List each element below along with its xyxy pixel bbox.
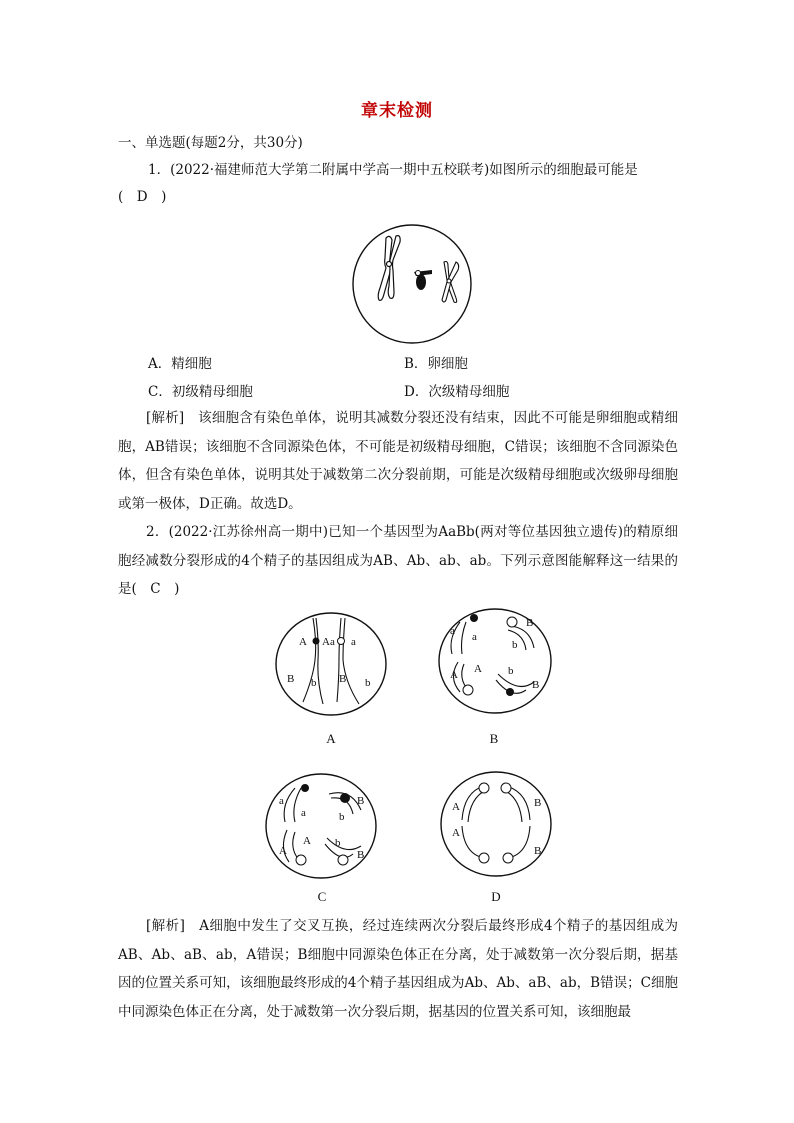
q1-option-c: C．初级精母细胞	[148, 384, 253, 400]
chromosome-large	[378, 236, 400, 301]
gene-label: B	[287, 673, 295, 685]
q1-answer: ( D )	[118, 189, 167, 205]
gene-label: a	[472, 631, 477, 643]
gene-label: A	[303, 835, 311, 847]
gene-label: B	[357, 795, 365, 807]
q2-figure-a	[275, 612, 387, 716]
gene-label: A	[299, 636, 307, 648]
gene-label: B	[532, 679, 540, 691]
gene-label: b	[365, 677, 371, 689]
gene-label: a	[450, 625, 455, 637]
figure-label-b: B	[489, 731, 499, 746]
page-title: 章末检测	[361, 101, 433, 121]
q1-analysis-text: 该细胞含有染色单体，说明其减数分裂还没有结束，因此不可能是卵细胞或精细胞，AB错误；该细胞不含同源染色体，不可能是初级精母细胞，C错误；该细胞不含同源染色体，但含有染色单体，说明其处于减数第二次分裂前期，可能是次级精母细胞或次级卵母细胞或第一极体，D正确。故选D。	[118, 410, 678, 512]
section-heading: 一、单选题(每题2分，共30分)	[118, 135, 303, 151]
q2-analysis	[118, 912, 678, 1026]
chromosome-x	[442, 262, 459, 303]
gene-label: B	[339, 673, 347, 685]
q2-analysis-text: A细胞中发生了交叉互换，经过连续两次分裂后最终形成4个精子的基因组成为AB、Ab、aB、ab，A错误；B细胞中同源染色体正在分离，处于减数第一次分裂后期，据基因的位置关系可知，该细胞最终形成的4个精子基因组成为Ab、Ab、aB、ab，B错误；C细胞中同源染色体正在分离，处于减数第一次分裂后期，据基因的位置关系可知，该细胞最	[118, 918, 679, 1020]
gene-label: B	[526, 617, 534, 629]
gene-label: a	[301, 807, 306, 819]
q1-option-a: A．精细胞	[148, 356, 212, 372]
q1-option-b: B．卵细胞	[404, 356, 468, 372]
gene-label: A	[450, 669, 458, 681]
gene-label: A	[279, 845, 287, 857]
gene-label: b	[311, 677, 317, 689]
gene-label: a	[279, 795, 284, 807]
q2-analysis-label: [解析]	[146, 918, 185, 934]
q2-figure-b	[438, 608, 552, 714]
q2-figure-d	[440, 770, 552, 878]
gene-label: a	[351, 636, 356, 648]
q2-stem: 2．(2022·江苏徐州高一期中)已知一个基因型为AaBb(两对等位基因独立遗传)的精原细胞经减数分裂形成的4个精子的基因组成为AB、Ab、ab、ab。下列示意图能解释这一结果的是( C )	[118, 524, 678, 597]
gene-label: A	[474, 663, 482, 675]
gene-label: A	[452, 801, 460, 813]
gene-label: b	[339, 811, 345, 823]
gene-label: B	[357, 849, 365, 861]
q2-figure-c	[265, 772, 377, 880]
chromosome-small-black	[414, 270, 432, 290]
q1-option-d: D．次级精母细胞	[404, 384, 510, 400]
gene-label: b	[335, 837, 341, 849]
gene-label: b	[512, 639, 518, 651]
gene-label: b	[508, 665, 514, 677]
gene-label: B	[534, 797, 542, 809]
gene-label: B	[534, 845, 542, 857]
figure-label-d: D	[491, 889, 501, 904]
figure-label-c: C	[317, 889, 327, 904]
q1-cell-figure	[352, 224, 472, 344]
q1-analysis-label: [解析]	[146, 410, 185, 426]
gene-label: A	[452, 827, 460, 839]
gene-label: Aa	[322, 636, 335, 648]
q1-stem: 1．(2022·福建师范大学第二附属中学高一期中五校联考)如图所示的细胞最可能是	[148, 162, 638, 178]
figure-label-a: A	[326, 731, 336, 746]
q1-analysis	[118, 404, 678, 518]
